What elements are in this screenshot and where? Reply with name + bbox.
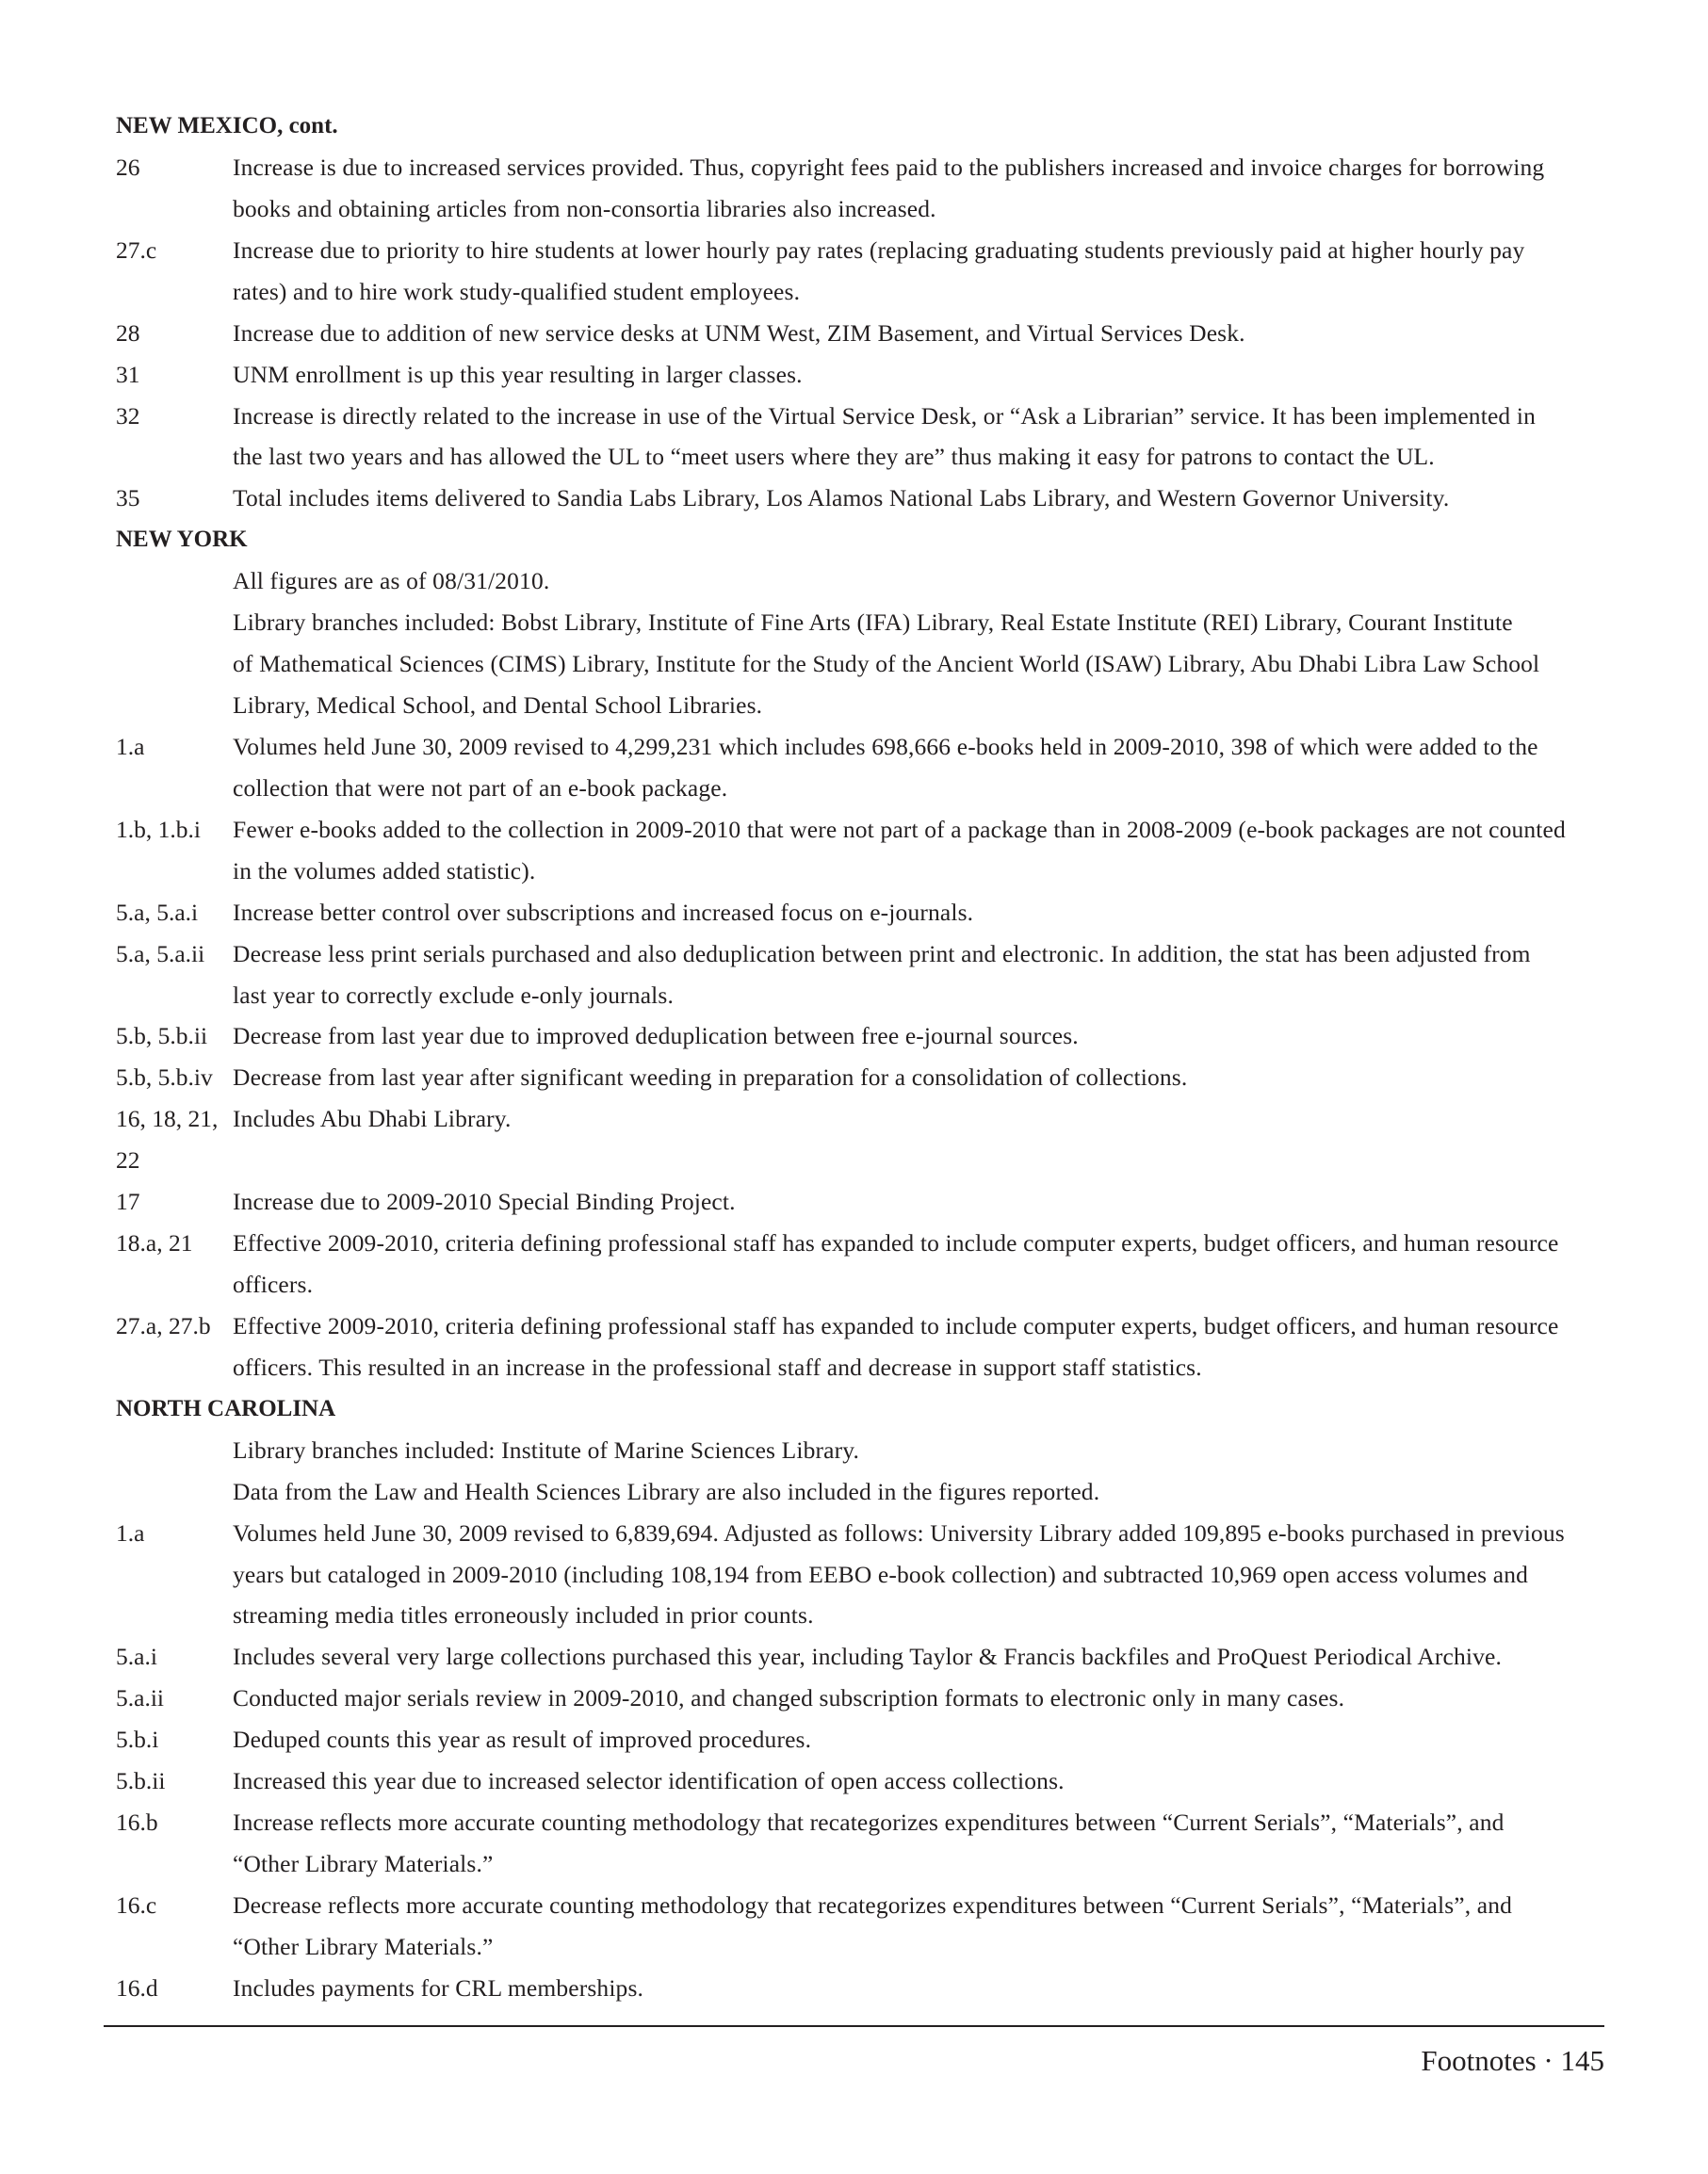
footnote-text: Increase reflects more accurate counting methodology that recategorizes expenditures between “Current Serials”, “Materials”, and <box>233 1809 1505 1837</box>
footnote-label: 5.b.ii <box>116 1767 166 1795</box>
footnote-line <box>0 1223 1708 1264</box>
footnote-line <box>0 1760 1708 1802</box>
footnote-text: officers. This resulted in an increase in the professional staff and decrease in support staff statistics. <box>233 1353 1202 1381</box>
footnote-line <box>0 1719 1708 1760</box>
footnote-text: Increase due to priority to hire students at lower hourly pay rates (replacing graduating students previously paid at higher hourly pay <box>233 235 1525 264</box>
footnote-line <box>0 1843 1708 1885</box>
footnote-line <box>0 1554 1708 1596</box>
footnote-line <box>0 271 1708 313</box>
footnote-line <box>0 1802 1708 1843</box>
footnote-line <box>0 1347 1708 1388</box>
footnote-label: 5.b, 5.b.iv <box>116 1063 213 1092</box>
footnote-text: years but cataloged in 2009-2010 (including 108,194 from EEBO e-book collection) and subtracted 10,969 open access volumes and <box>233 1560 1529 1588</box>
footnote-text: Decrease from last year due to improved deduplication between free e-journal sources. <box>233 1022 1079 1050</box>
footnote-text: Increase better control over subscriptions and increased focus on e-journals. <box>233 898 974 926</box>
footnote-line <box>0 768 1708 809</box>
footnote-label: 1.b, 1.b.i <box>116 815 201 843</box>
footnote-line <box>0 851 1708 892</box>
footnote-text: Volumes held June 30, 2009 revised to 4,299,231 which includes 698,666 e-books held in 2009-2010, 398 of which were added to the <box>233 732 1538 760</box>
footnote-text: Total includes items delivered to Sandia Labs Library, Los Alamos National Labs Library, and Western Governor University. <box>233 484 1450 512</box>
footnote-label: 5.a, 5.a.i <box>116 898 199 926</box>
footnote-text: collection that were not part of an e-book package. <box>233 773 728 802</box>
footnote-text: Increase due to 2009-2010 Special Binding Project. <box>233 1188 736 1216</box>
footnote-line <box>0 975 1708 1016</box>
footnote-line <box>0 1015 1708 1057</box>
footnote-text: Includes Abu Dhabi Library. <box>233 1105 512 1133</box>
footnote-line <box>0 1968 1708 2009</box>
footnote-line <box>0 1678 1708 1719</box>
footnote-line <box>0 436 1708 478</box>
footnote-text: Deduped counts this year as result of improved procedures. <box>233 1726 812 1754</box>
footnote-line <box>0 892 1708 933</box>
footnote-text: Increased this year due to increased selector identification of open access collections. <box>233 1767 1065 1795</box>
footnote-label: 16.d <box>116 1973 158 2002</box>
footnote-text: Volumes held June 30, 2009 revised to 6,839,694. Adjusted as follows: University Library added 109,895 e-books purchased in previous <box>233 1518 1565 1547</box>
footnote-text: Increase is due to increased services provided. Thus, copyright fees paid to the publishers increased and invoice charges for borrowing <box>233 153 1545 181</box>
footnote-label: 1.a <box>116 1518 145 1547</box>
footnote-line <box>0 1471 1708 1513</box>
footnote-label: 18.a, 21 <box>116 1229 193 1257</box>
footnote-text: Effective 2009-2010, criteria defining professional staff has expanded to include computer experts, budget officers, and human resource <box>233 1229 1559 1257</box>
footnote-text: of Mathematical Sciences (CIMS) Library, Institute for the Study of the Ancient World (ISAW) Library, Abu Dhabi Libra Law School <box>233 650 1540 678</box>
footnote-label: 5.a, 5.a.ii <box>116 939 205 967</box>
footnote-text: Increase is directly related to the increase in use of the Virtual Service Desk, or “Ask a Librarian” service. It has been implemented in <box>233 401 1536 430</box>
footnote-line <box>0 726 1708 768</box>
footnote-text: streaming media titles erroneously included in prior counts. <box>233 1601 814 1630</box>
footnote-text: Decrease reflects more accurate counting methodology that recategorizes expenditures between “Current Serials”, “Materials”, and <box>233 1890 1513 1919</box>
footnote-text: last year to correctly exclude e-only journals. <box>233 981 674 1009</box>
footnote-line <box>0 147 1708 188</box>
page-footer: Footnotes · 145 <box>1421 2044 1604 2077</box>
footnote-line <box>0 1098 1708 1140</box>
footnote-label-continued: 22 <box>116 1146 140 1175</box>
footnote-label: 1.a <box>116 732 145 760</box>
footnote-text: Library branches included: Institute of Marine Sciences Library. <box>233 1436 860 1464</box>
footnote-text: Conducted major serials review in 2009-2010, and changed subscription formats to electronic only in many cases. <box>233 1684 1345 1712</box>
footnote-line <box>0 560 1708 602</box>
footnote-line <box>0 478 1708 519</box>
footnote-text: Includes several very large collections purchased this year, including Taylor & Francis backfiles and ProQuest Periodical Archive. <box>233 1643 1503 1671</box>
footnote-line <box>0 1140 1708 1181</box>
footnote-label: 17 <box>116 1188 140 1216</box>
footnote-label: 5.b.i <box>116 1726 159 1754</box>
footnote-text: in the volumes added statistic). <box>233 856 536 884</box>
footnote-line <box>0 230 1708 271</box>
footnote-label: 16.b <box>116 1809 158 1837</box>
footnote-line <box>0 1057 1708 1098</box>
footnote-label: 35 <box>116 484 140 512</box>
footnote-label: 27.c <box>116 235 157 264</box>
footnote-text: Library, Medical School, and Dental School Libraries. <box>233 691 763 720</box>
footnote-text: rates) and to hire work study-qualified student employees. <box>233 277 801 305</box>
footnote-text: the last two years and has allowed the UL to “meet users where they are” thus making it easy for patrons to contact the UL. <box>233 443 1435 471</box>
footnote-text: “Other Library Materials.” <box>233 1850 494 1878</box>
footnote-label: 16.c <box>116 1890 157 1919</box>
footnote-line <box>0 1430 1708 1471</box>
footer-rule <box>104 2025 1604 2027</box>
footnote-label: 16, 18, 21, <box>116 1105 219 1133</box>
footnote-label: 5.a.i <box>116 1643 157 1671</box>
footnote-line <box>0 1264 1708 1306</box>
footnote-text: Increase due to addition of new service desks at UNM West, ZIM Basement, and Virtual Services Desk. <box>233 318 1245 347</box>
footnote-line <box>0 685 1708 726</box>
footnote-line <box>0 1513 1708 1554</box>
footnote-label: 26 <box>116 153 140 181</box>
footnote-line <box>0 1636 1708 1678</box>
footnote-text: Includes payments for CRL memberships. <box>233 1973 644 2002</box>
footnote-line <box>0 1306 1708 1347</box>
footnote-line <box>0 1885 1708 1926</box>
footnote-label: 5.b, 5.b.ii <box>116 1022 208 1050</box>
footnote-line <box>0 809 1708 851</box>
section-heading: NEW MEXICO, cont. <box>116 113 338 138</box>
footnote-text: UNM enrollment is up this year resulting in larger classes. <box>233 360 803 388</box>
footnote-line <box>0 1181 1708 1223</box>
footnote-label: 28 <box>116 318 140 347</box>
footnote-label: 27.a, 27.b <box>116 1311 211 1339</box>
footnote-text: Decrease less print serials purchased and also deduplication between print and electronic. In addition, the stat has been adjusted from <box>233 939 1531 967</box>
footnote-line <box>0 933 1708 975</box>
section-heading: NEW YORK <box>116 527 248 553</box>
footnote-label: 5.a.ii <box>116 1684 164 1712</box>
footnote-text: Library branches included: Bobst Library, Institute of Fine Arts (IFA) Library, Real Estate Institute (REI) Library, Courant Institute <box>233 608 1513 637</box>
footnote-text: officers. <box>233 1271 314 1299</box>
footnote-line <box>0 1926 1708 1968</box>
footnote-line <box>0 643 1708 685</box>
footnote-label: 32 <box>116 401 140 430</box>
footnote-text: books and obtaining articles from non-consortia libraries also increased. <box>233 194 936 222</box>
footnote-text: Fewer e-books added to the collection in 2009-2010 that were not part of a package than in 2008-2009 (e-book packages are not counted <box>233 815 1566 843</box>
footnote-line <box>0 354 1708 396</box>
footnote-line <box>0 1595 1708 1636</box>
footnote-line <box>0 313 1708 354</box>
footnote-line <box>0 188 1708 230</box>
footnote-text: Effective 2009-2010, criteria defining professional staff has expanded to include computer experts, budget officers, and human resource <box>233 1311 1559 1339</box>
section-heading: NORTH CAROLINA <box>116 1395 336 1421</box>
footnote-label: 31 <box>116 360 140 388</box>
footnote-text: Data from the Law and Health Sciences Library are also included in the figures reported. <box>233 1477 1100 1505</box>
footnote-line <box>0 602 1708 643</box>
footnote-text: All figures are as of 08/31/2010. <box>233 567 550 595</box>
footnote-line <box>0 396 1708 437</box>
footnote-text: Decrease from last year after significant weeding in preparation for a consolidation of collections. <box>233 1063 1188 1092</box>
footnote-text: “Other Library Materials.” <box>233 1932 494 1960</box>
